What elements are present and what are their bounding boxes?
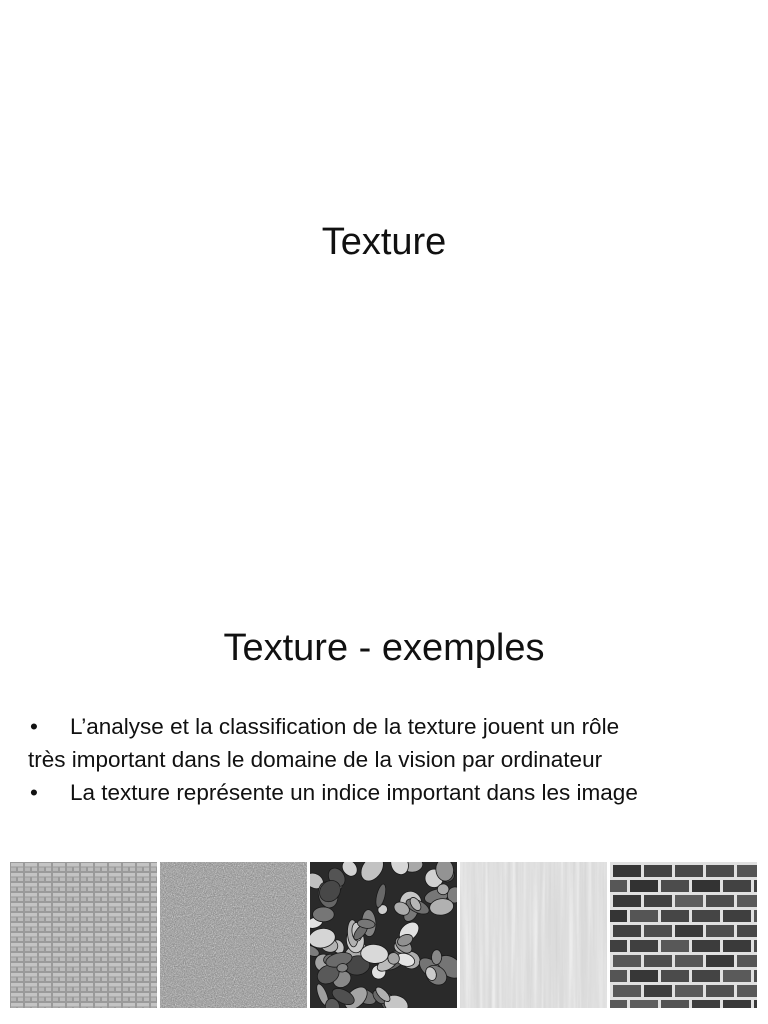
- texture-gallery: [10, 862, 758, 1008]
- brick: [644, 955, 672, 967]
- brick: [610, 880, 627, 892]
- brick: [706, 865, 734, 877]
- brick: [692, 1000, 720, 1008]
- brick: [644, 925, 672, 937]
- brick: [737, 985, 757, 997]
- brick: [644, 865, 672, 877]
- brick: [613, 985, 641, 997]
- brick: [644, 985, 672, 997]
- brick: [675, 955, 703, 967]
- brick: [675, 925, 703, 937]
- slide-title-page: [0, 0, 768, 510]
- pebble: [312, 907, 334, 922]
- pebble-stones-texture: [310, 862, 457, 1008]
- woven-mesh-texture-image: [10, 862, 157, 1008]
- bullet-text: La texture représente un indice important dans les image: [70, 780, 638, 805]
- brick: [723, 880, 751, 892]
- brick: [737, 865, 757, 877]
- grass-noise-texture: [160, 862, 307, 1008]
- brick: [692, 880, 720, 892]
- brick: [613, 955, 641, 967]
- brick: [706, 985, 734, 997]
- brick: [723, 1000, 751, 1008]
- brick: [613, 925, 641, 937]
- brick: [661, 1000, 689, 1008]
- brick: [723, 910, 751, 922]
- brick: [723, 970, 751, 982]
- brick: [754, 1000, 757, 1008]
- brick: [737, 925, 757, 937]
- bullet-continuation: très important dans le domaine de la vision par ordinateur: [28, 747, 603, 772]
- brick: [610, 970, 627, 982]
- woven-mesh-texture: [10, 862, 157, 1008]
- pebble: [431, 950, 442, 965]
- bullet-marker: •: [30, 714, 38, 739]
- slide-texture-examples: [0, 512, 768, 1024]
- brick: [610, 1000, 627, 1008]
- brick: [706, 925, 734, 937]
- bullet-list: [28, 710, 768, 809]
- brick: [613, 865, 641, 877]
- brick-wall-texture: [610, 862, 757, 1008]
- brick-wall-texture-image: [610, 862, 757, 1008]
- brick: [661, 880, 689, 892]
- brick: [675, 985, 703, 997]
- brick: [630, 1000, 658, 1008]
- bullet-item: [28, 710, 768, 743]
- brick: [661, 940, 689, 952]
- grass-noise-texture-image: [160, 862, 307, 1008]
- brick: [706, 895, 734, 907]
- brick: [692, 940, 720, 952]
- brick: [723, 940, 751, 952]
- brick: [692, 910, 720, 922]
- brick: [675, 895, 703, 907]
- brick: [737, 955, 757, 967]
- brick: [675, 865, 703, 877]
- brick: [610, 940, 627, 952]
- bullet-marker: •: [30, 780, 38, 805]
- brick: [610, 910, 627, 922]
- brick: [692, 970, 720, 982]
- brick: [754, 970, 757, 982]
- brick: [630, 880, 658, 892]
- wood-grain-texture-image: [460, 862, 607, 1008]
- brick: [754, 910, 757, 922]
- slide-title: Texture: [321, 221, 447, 263]
- brick: [613, 895, 641, 907]
- bullet-item: [28, 776, 768, 809]
- bullet-text: L’analyse et la classification de la texture jouent un rôle: [70, 714, 620, 739]
- slide-heading: Texture - exemples: [223, 627, 545, 669]
- brick: [737, 895, 757, 907]
- brick: [661, 970, 689, 982]
- brick: [630, 910, 658, 922]
- brick: [630, 940, 658, 952]
- brick: [706, 955, 734, 967]
- brick: [630, 970, 658, 982]
- brick: [754, 880, 757, 892]
- brick: [644, 895, 672, 907]
- pebble-stones-texture-image: [310, 862, 457, 1008]
- brick: [661, 910, 689, 922]
- brick: [754, 940, 757, 952]
- wood-grain-texture: [460, 862, 607, 1008]
